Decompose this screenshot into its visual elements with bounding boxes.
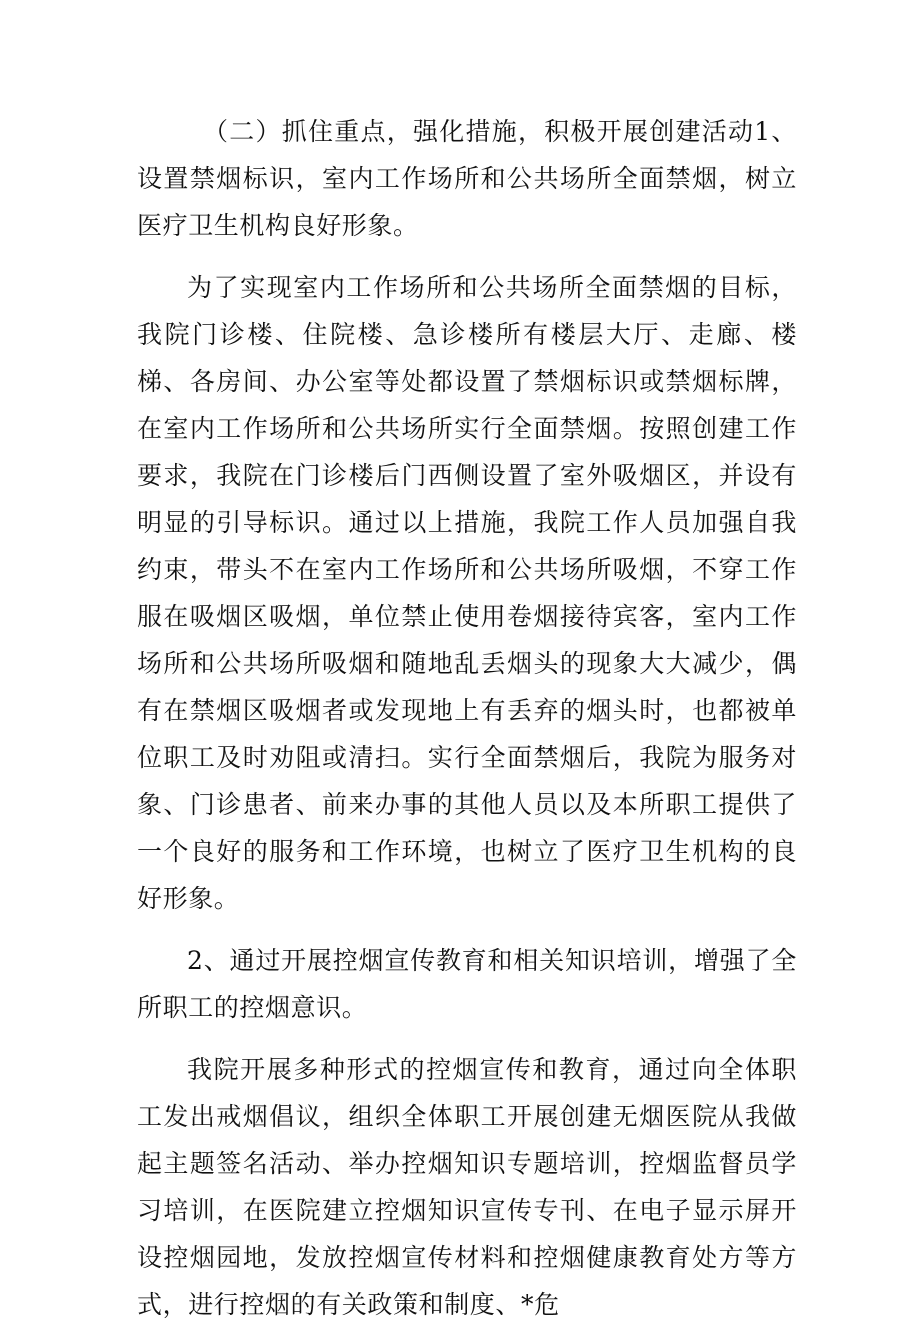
document-body <box>137 108 797 1343</box>
paragraph-item-2-heading: 2、通过开展控烟宣传教育和相关知识培训，增强了全所职工的控烟意识。 <box>137 946 797 1022</box>
paragraph-smoke-free-measures: 为了实现室内工作场所和公共场所全面禁烟的目标，我院门诊楼、住院楼、急诊楼所有楼层大厅、走廊、楼梯、各房间、办公室等处都设置了禁烟标识或禁烟标牌，在室内工作场所和公共场所实行全面禁烟。按照创建工作要求，我院在门诊楼后门西侧设置了室外吸烟区，并设有明显的引导标识。通过以上措施，我院工作人员加强自我约束，带头不在室内工作场所和公共场所吸烟，不穿工作服在吸烟区吸烟，单位禁止使用卷烟接待宾客，室内工作场所和公共场所吸烟和随地乱丢烟头的现象大大减少，偶有在禁烟区吸烟者或发现地上有丢弃的烟头时，也都被单位职工及时劝阻或清扫。实行全面禁烟后，我院为服务对象、门诊患者、前来办事的其他人员以及本所职工提供了一个良好的服务和工作环境，也树立了医疗卫生机构的良好形象。 <box>137 273 797 913</box>
paragraph-publicity-education: 我院开展多种形式的控烟宣传和教育，通过向全体职工发出戒烟倡议，组织全体职工开展创建无烟医院从我做起主题签名活动、举办控烟知识专题培训，控烟监督员学习培训，在医院建立控烟知识宣传专刊、在电子显示屏开设控烟园地，发放控烟宣传材料和控烟健康教育处方等方式，进行控烟的有关政策和制度、*危 <box>137 1055 797 1319</box>
paragraph-section-heading: （二）抓住重点，强化措施，积极开展创建活动1、设置禁烟标识，室内工作场所和公共场所全面禁烟，树立医疗卫生机构良好形象。 <box>137 117 797 240</box>
